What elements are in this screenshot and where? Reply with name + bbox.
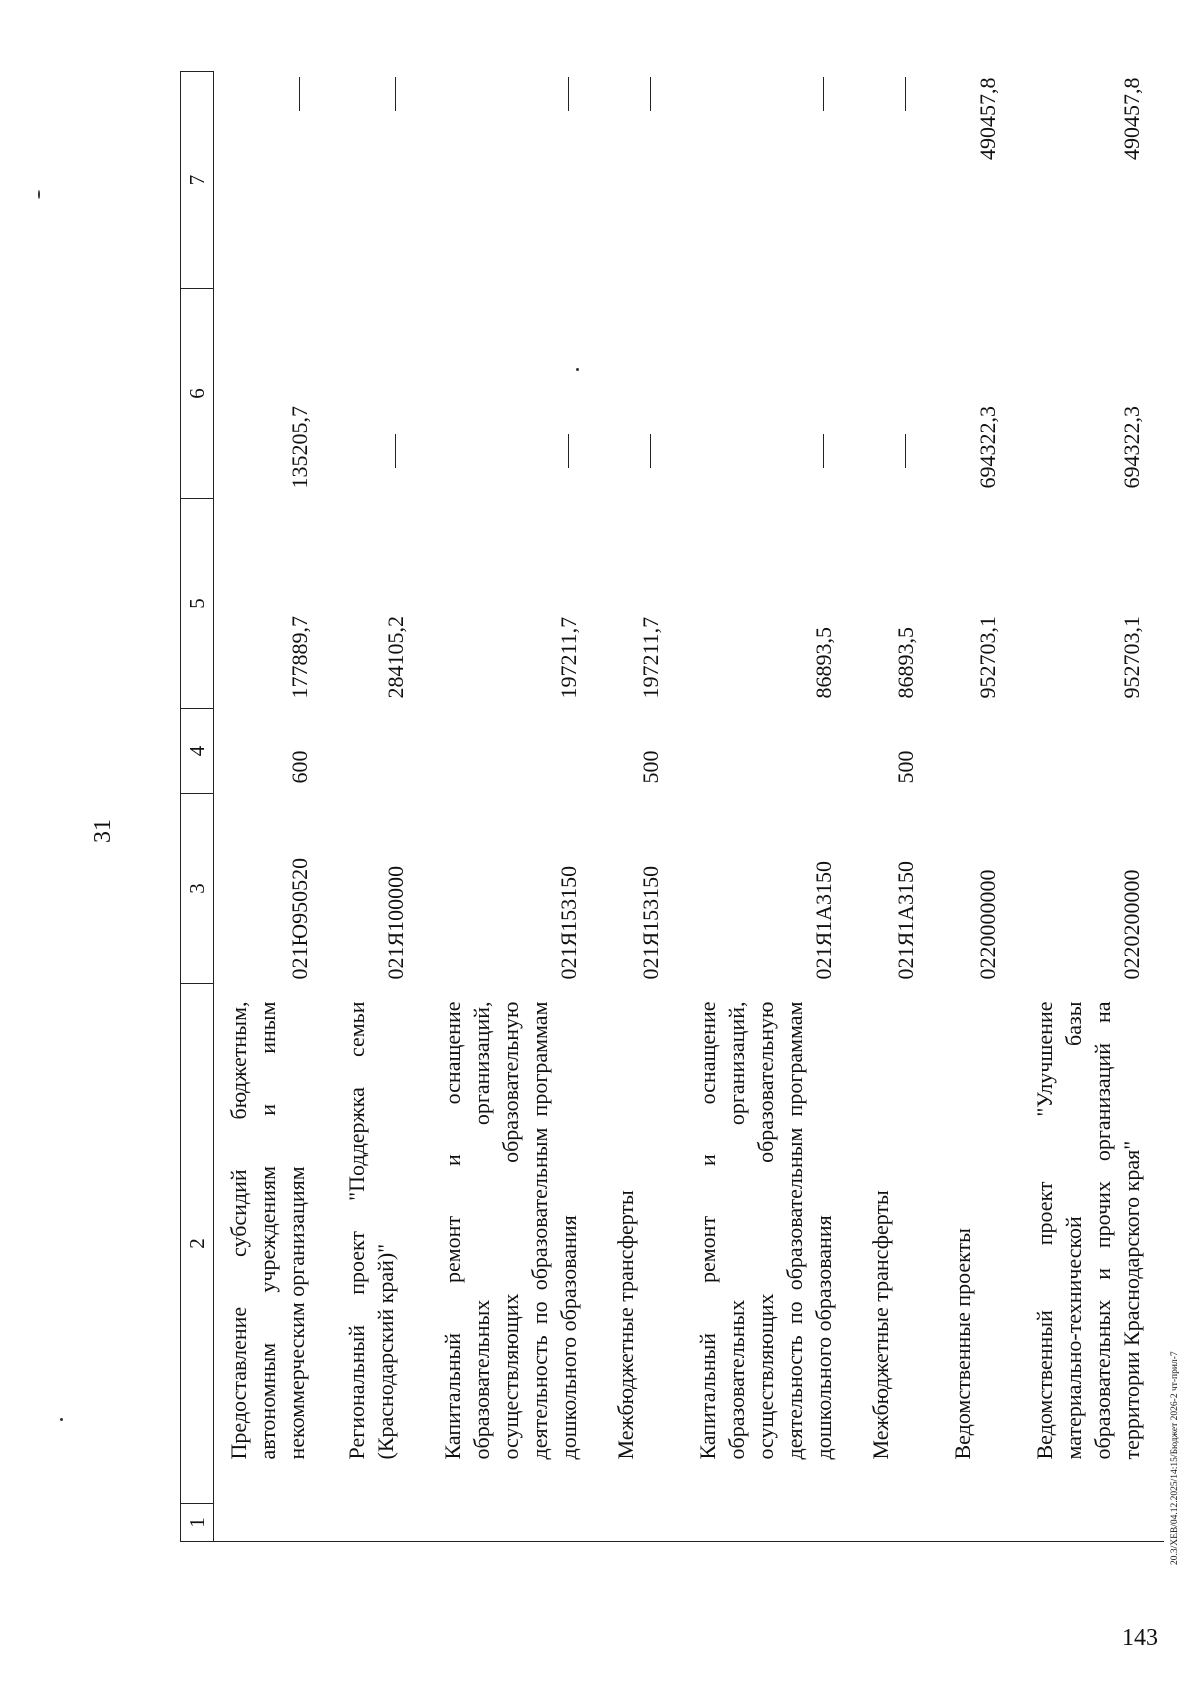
expense-type: 500: [637, 750, 663, 784]
target-code: 021Ю950520: [286, 857, 312, 980]
expense-type: [938, 709, 1020, 794]
column-header: 7: [181, 72, 214, 289]
amount-2027: 490457,8: [974, 77, 1000, 160]
scan-speck: [60, 1418, 63, 1421]
row-number-cell: [428, 1504, 601, 1542]
table-row: [428, 72, 601, 1542]
item-name: Межбюджетные трансферты: [867, 1190, 893, 1460]
amount-2025: 86893,5: [810, 627, 836, 699]
dash-mark: [395, 78, 396, 112]
dash-mark: [650, 78, 651, 112]
column-header: 6: [181, 289, 214, 499]
amount-2025: 952703,1: [974, 616, 1000, 699]
amount-2026: 694322,3: [974, 406, 1000, 489]
amount-2026: [332, 289, 428, 499]
footer-stamp: 20.3/XEB/04.12.2025/14:15/Бюджет 2026-2 чт-прил-7: [1170, 1351, 1180, 1565]
table-body: [214, 72, 1164, 1542]
row-number-cell: [683, 1504, 856, 1542]
amount-2026: [601, 289, 683, 499]
rotated-table-container: [180, 72, 1144, 1542]
target-code: 0220200000: [1118, 869, 1144, 980]
row-number-cell: [938, 1504, 1020, 1542]
dash-mark: [568, 435, 569, 469]
item-name: Капитальный ремонт и оснащение образовательных организаций, осуществляющих образовательную деятельность по образовательным программам дошкольного образования: [439, 1001, 581, 1460]
table-row: [214, 72, 332, 1542]
item-name: Предоставление субсидий бюджетным, автономным учреждениям и иным некоммерческим организациям: [226, 1001, 309, 1460]
expense-type: [332, 709, 428, 794]
table-header-row: [181, 72, 214, 1542]
expense-type: 500: [892, 750, 918, 784]
amount-2026: [856, 289, 938, 499]
item-name: Ведомственные проекты: [949, 1228, 975, 1460]
item-name: Капитальный ремонт и оснащение образовательных организаций, осуществляющих образовательную деятельность по образовательным программам дошкольного образования: [694, 1001, 836, 1460]
amount-2027: [332, 72, 428, 289]
target-code: 021Я100000: [382, 865, 408, 980]
amount-2025: 86893,5: [892, 627, 918, 699]
table-row: [601, 72, 683, 1542]
amount-2025: 197211,7: [555, 616, 581, 699]
amount-2027: [214, 72, 332, 289]
amount-2025: 197211,7: [637, 616, 663, 699]
row-number-cell: [856, 1504, 938, 1542]
target-code: 021Я153150: [555, 865, 581, 980]
column-header: 1: [181, 1504, 214, 1542]
amount-2027: [428, 72, 601, 289]
dash-mark: [823, 435, 824, 469]
row-number-cell: [1020, 1504, 1164, 1542]
amount-2025: 177889,7: [286, 616, 312, 699]
dash-mark: [568, 78, 569, 112]
item-name: Ведомственный проект "Улучшение материально-технической базы образовательных и прочих организаций на территории Краснодарского края": [1031, 1001, 1144, 1460]
scan-page-number: 143: [1122, 1625, 1158, 1651]
expense-type: 600: [286, 750, 312, 784]
target-code: 021Я1А3150: [810, 860, 836, 980]
scan-speck: [38, 190, 40, 199]
amount-2027: 490457,8: [1118, 77, 1144, 160]
item-name: Региональный проект "Поддержка семьи (Краснодарский край)": [343, 1001, 398, 1460]
document-page-number: 31: [90, 819, 116, 843]
table-row: [856, 72, 938, 1542]
dash-mark: [395, 435, 396, 469]
amount-2026: [683, 289, 856, 499]
amount-2027: [601, 72, 683, 289]
expense-type: [428, 709, 601, 794]
target-code: 021Я153150: [637, 865, 663, 980]
dash-mark: [299, 78, 300, 112]
budget-table: [180, 71, 1164, 1542]
amount-2025: 952703,1: [1118, 616, 1144, 699]
amount-2025: 284105,2: [382, 616, 408, 699]
target-code: 021Я1А3150: [892, 860, 918, 980]
item-name: Межбюджетные трансферты: [612, 1190, 638, 1460]
dash-mark: [650, 435, 651, 469]
column-header: 2: [181, 984, 214, 1504]
amount-2027: [683, 72, 856, 289]
expense-type: [683, 709, 856, 794]
amount-2026: 135205,7: [286, 406, 312, 489]
table-row: [683, 72, 856, 1542]
column-header: 4: [181, 709, 214, 794]
amount-2026: 694322,3: [1118, 406, 1144, 489]
table-row: [938, 72, 1020, 1542]
row-number-cell: [214, 1504, 332, 1542]
table-row: [1020, 72, 1164, 1542]
row-number-cell: [332, 1504, 428, 1542]
table-row: [332, 72, 428, 1542]
dash-mark: [905, 78, 906, 112]
column-header: 5: [181, 499, 214, 709]
dash-mark: [905, 435, 906, 469]
target-code: 0220000000: [974, 869, 1000, 980]
scan-speck: [576, 368, 579, 371]
amount-2027: [856, 72, 938, 289]
amount-2026: [428, 289, 601, 499]
expense-type: [1020, 709, 1164, 794]
dash-mark: [823, 78, 824, 112]
row-number-cell: [601, 1504, 683, 1542]
column-header: 3: [181, 794, 214, 984]
